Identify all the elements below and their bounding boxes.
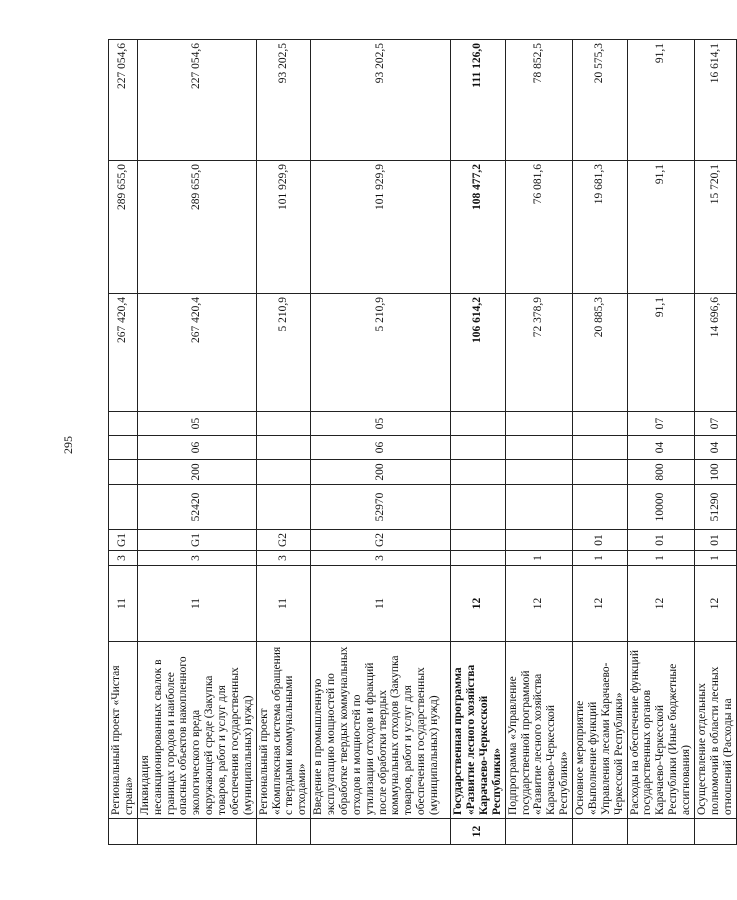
value-year-3: 16 614,1 (694, 40, 736, 161)
table-row (451, 40, 506, 845)
value-year-1: 5 210,9 (256, 294, 311, 412)
code-subprogram: 3 (256, 551, 311, 566)
value-year-2: 289 655,0 (137, 161, 256, 294)
code-program: 12 (451, 566, 506, 642)
code-expense-type: 200 (311, 460, 451, 485)
page-number: 295 (61, 436, 75, 454)
value-year-3: 111 126,0 (451, 40, 506, 161)
row-name: Основное мероприятие «Выполнение функций Управления лесами Карачаево-Черкесской Республики» (573, 642, 628, 819)
code-program: 11 (311, 566, 451, 642)
code-expense-type: 800 (627, 460, 694, 485)
code-event (451, 530, 506, 551)
code-program: 11 (256, 566, 311, 642)
row-name: Расходы на обеспечение функций государственных органов Карачаево-Черкесской Республики (Иные бюджетные ассигнования) (627, 642, 694, 819)
row-name: Подпрограмма «Управление государственной программой «Развитие лесного хозяйства Карачаево-Черкесской Республики» (505, 642, 572, 819)
value-year-3: 78 852,5 (505, 40, 572, 161)
table-row (627, 40, 694, 845)
table-row (311, 40, 451, 845)
code-program: 11 (137, 566, 256, 642)
code-section: 06 (137, 436, 256, 460)
row-number: 12 (451, 819, 506, 845)
row-number (573, 819, 628, 845)
value-year-1: 106 614,2 (451, 294, 506, 412)
table-row (137, 40, 256, 845)
code-direction (451, 485, 506, 530)
value-year-3: 93 202,5 (256, 40, 311, 161)
row-name: Государственная программа «Развитие лесного хозяйства Карачаево-Черкесской Республики» (451, 642, 506, 819)
code-section (109, 436, 138, 460)
code-subprogram: 1 (505, 551, 572, 566)
code-direction (573, 485, 628, 530)
code-event (505, 530, 572, 551)
code-subprogram (451, 551, 506, 566)
budget-table-rotated (108, 40, 734, 845)
code-expense-type (256, 460, 311, 485)
value-year-1: 91,1 (627, 294, 694, 412)
code-expense-type: 100 (694, 460, 736, 485)
code-section: 04 (627, 436, 694, 460)
code-expense-type (505, 460, 572, 485)
code-program: 12 (627, 566, 694, 642)
code-section: 04 (694, 436, 736, 460)
value-year-1: 20 885,3 (573, 294, 628, 412)
table-row (694, 40, 736, 845)
value-year-2: 101 929,9 (256, 161, 311, 294)
row-number (137, 819, 256, 845)
row-name: Региональный проект «Комплексная система обращения с твердыми коммунальными отходами» (256, 642, 311, 819)
value-year-1: 267 420,4 (109, 294, 138, 412)
code-expense-type (573, 460, 628, 485)
code-section (505, 436, 572, 460)
code-subsection (256, 412, 311, 436)
code-subsection: 07 (694, 412, 736, 436)
value-year-3: 20 575,3 (573, 40, 628, 161)
row-number (109, 819, 138, 845)
code-subsection (109, 412, 138, 436)
code-direction: 10000 (627, 485, 694, 530)
code-subprogram: 3 (311, 551, 451, 566)
code-event: G1 (109, 530, 138, 551)
code-direction: 51290 (694, 485, 736, 530)
value-year-2: 91,1 (627, 161, 694, 294)
code-subsection (451, 412, 506, 436)
value-year-2: 19 681,3 (573, 161, 628, 294)
code-direction: 52420 (137, 485, 256, 530)
code-section (573, 436, 628, 460)
row-name: Введение в промышленную эксплуатацию мощностей по обработке твердых коммунальных отходов и мощностей по утилизации отходов и фракций после обработки твердых коммунальных отходов (Закупка товаров, работ и услуг для обеспечения государственных (муниципальных) нужд) (311, 642, 451, 819)
code-expense-type (451, 460, 506, 485)
row-name: Региональный проект «Чистая страна» (109, 642, 138, 819)
code-section: 06 (311, 436, 451, 460)
table-row (109, 40, 138, 845)
row-name: Ликвидация несанкционированных свалок в границах городов и наиболее опасных объектов накопленного экологического вреда окружающей среде (Закупка товаров, работ и услуг для обеспечения государственных (муниципальных) нужд) (137, 642, 256, 819)
code-subsection: 07 (627, 412, 694, 436)
code-expense-type (109, 460, 138, 485)
value-year-3: 91,1 (627, 40, 694, 161)
row-name: Осуществление отдельных полномочий в области лесных отношений (Расходы на (694, 642, 736, 819)
table-row (256, 40, 311, 845)
value-year-1: 72 378,9 (505, 294, 572, 412)
code-subsection: 05 (311, 412, 451, 436)
code-event: G2 (311, 530, 451, 551)
row-number (256, 819, 311, 845)
code-section (256, 436, 311, 460)
code-subprogram: 1 (627, 551, 694, 566)
code-subprogram: 3 (137, 551, 256, 566)
value-year-3: 227 054,6 (109, 40, 138, 161)
code-event: G1 (137, 530, 256, 551)
value-year-2: 289 655,0 (109, 161, 138, 294)
code-event: 01 (694, 530, 736, 551)
value-year-1: 14 696,6 (694, 294, 736, 412)
row-number (311, 819, 451, 845)
table-row (505, 40, 572, 845)
value-year-1: 5 210,9 (311, 294, 451, 412)
code-program: 11 (109, 566, 138, 642)
table-row (573, 40, 628, 845)
code-event: G2 (256, 530, 311, 551)
value-year-3: 93 202,5 (311, 40, 451, 161)
code-event: 01 (573, 530, 628, 551)
code-section (451, 436, 506, 460)
row-number (627, 819, 694, 845)
value-year-2: 76 081,6 (505, 161, 572, 294)
code-subsection (505, 412, 572, 436)
row-number (694, 819, 736, 845)
code-program: 12 (694, 566, 736, 642)
code-direction (505, 485, 572, 530)
code-direction (109, 485, 138, 530)
value-year-1: 267 420,4 (137, 294, 256, 412)
code-subprogram: 1 (573, 551, 628, 566)
value-year-2: 15 720,1 (694, 161, 736, 294)
code-direction: 52970 (311, 485, 451, 530)
code-subsection (573, 412, 628, 436)
code-direction (256, 485, 311, 530)
code-program: 12 (573, 566, 628, 642)
code-program: 12 (505, 566, 572, 642)
value-year-2: 108 477,2 (451, 161, 506, 294)
code-event: 01 (627, 530, 694, 551)
code-expense-type: 200 (137, 460, 256, 485)
code-subprogram: 3 (109, 551, 138, 566)
row-number (505, 819, 572, 845)
budget-table (108, 39, 737, 845)
value-year-3: 227 054,6 (137, 40, 256, 161)
value-year-2: 101 929,9 (311, 161, 451, 294)
code-subprogram: 1 (694, 551, 736, 566)
code-subsection: 05 (137, 412, 256, 436)
